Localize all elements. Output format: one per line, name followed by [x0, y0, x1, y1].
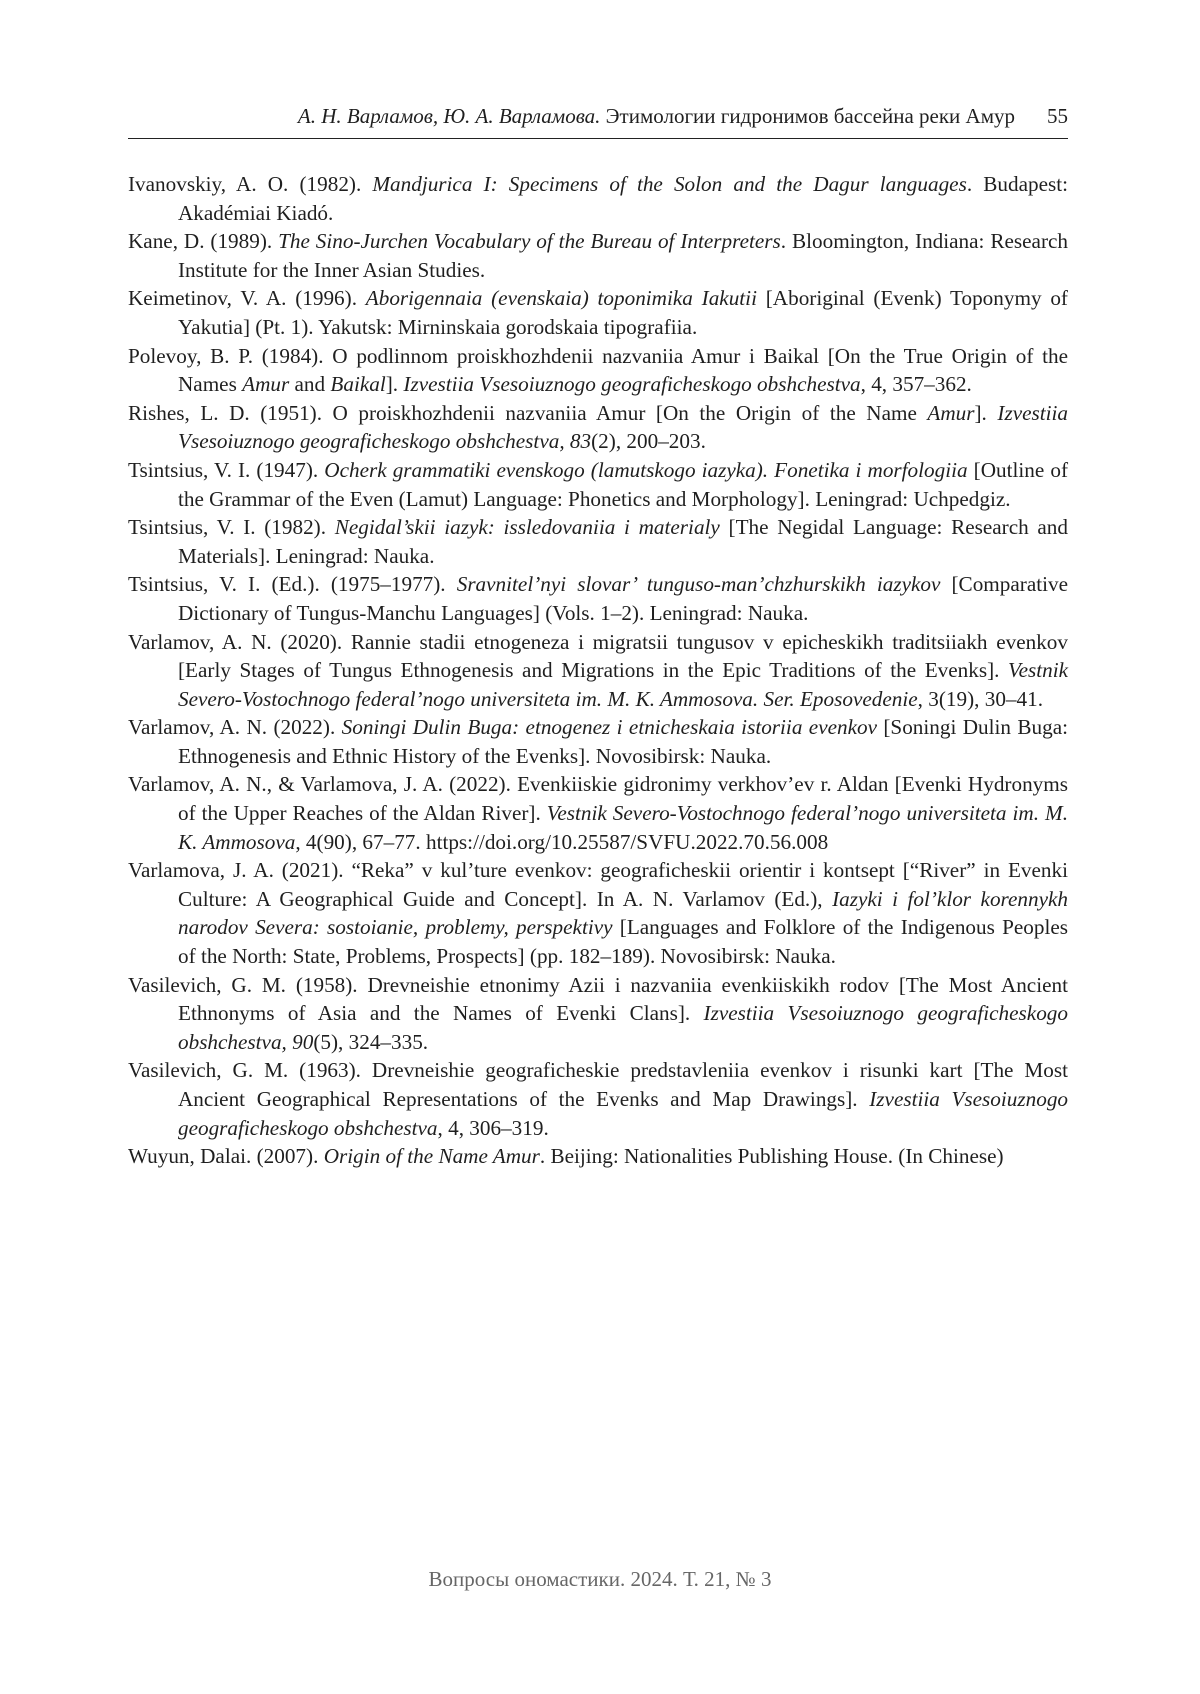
reference-text: Wuyun, Dalai. (2007). — [128, 1144, 324, 1169]
reference-entry — [128, 770, 1068, 856]
reference-text: Tsintsius, V. I. (1982). — [128, 515, 335, 540]
running-head — [298, 104, 1015, 129]
reference-italic-text: Iazyki i fol’klor korennykh narodov Severa: sostoianie, problemy, perspektivy — [178, 886, 1068, 940]
reference-text: [Comparative Dictionary of Tungus-Manchu Languages] (Vols. 1–2). Leningrad: Nauka. — [178, 572, 1068, 625]
reference-italic-text: Baikal — [330, 372, 386, 397]
reference-entry — [128, 513, 1068, 570]
reference-text: Rishes, L. D. (1951). O proiskhozhdenii nazvaniia Amur [On the Origin of the Name — [128, 400, 928, 425]
reference-italic-text: Izvestiia Vsesoiuznogo geograficheskogo obshchestva, 90 — [178, 1001, 1068, 1054]
reference-text: Varlamov, A. N. (2020). Rannie stadii etnogeneza i migratsii tungusov v epicheskikh traditsiiakh evenkov [Early Stages of Tungus Ethnogenesis and Migrations in the Epic Traditions of the Evenks]. — [128, 629, 1068, 683]
running-head-title: Этимологии гидронимов бассейна реки Амур — [600, 104, 1015, 128]
reference-italic-text: Aborigennaia (evenskaia) toponimika Iakutii — [365, 286, 757, 311]
reference-italic-text: Amur — [927, 400, 975, 425]
reference-italic-text: Vestnik Severo-Vostochnogo federal’nogo universiteta im. M. K. Ammosova. Ser. Eposovedenie — [178, 658, 1068, 711]
reference-italic-text: Ocherk grammatiki evenskogo (lamutskogo iazyka). Fonetika i morfologiia — [324, 457, 968, 482]
page-number: 55 — [1047, 104, 1068, 128]
reference-entry — [128, 1056, 1068, 1142]
reference-text: Vasilevich, G. M. (1958). Drevneishie etnonimy Azii i nazvaniia evenkiiskikh rodov [The Most Ancient Ethnonyms of Asia and the Names of Evenki Clans]. — [128, 972, 1068, 1026]
reference-entry — [128, 342, 1068, 399]
reference-text: [Languages and Folklore of the Indigenous Peoples of the North: State, Problems, Prospects] (pp. 182–189). Novosibirsk: Nauka. — [178, 915, 1068, 969]
reference-text: Varlamova, J. A. (2021). “Reka” v kul’ture evenkov: geograficheskii orientir i kontsept [“River” in Evenki Culture: A Geographical Guide and Concept]. In A. N. Varlamov (Ed.), — [128, 858, 1068, 911]
reference-italic-text: Izvestiia Vsesoiuznogo geograficheskogo obshchestva — [178, 1087, 1068, 1140]
reference-italic-text: Negidal’skii iazyk: issledovaniia i materialy — [334, 515, 720, 540]
reference-text: Ivanovskiy, A. O. (1982). — [128, 172, 373, 196]
reference-italic-text: Izvestiia Vsesoiuznogo geograficheskogo obshchestva, 83 — [178, 400, 1068, 454]
reference-entry — [128, 456, 1068, 513]
reference-italic-text: Izvestiia Vsesoiuznogo geograficheskogo obshchestva — [403, 372, 861, 397]
reference-text: . Budapest: Akadémiai Kiadó. — [178, 172, 1068, 225]
reference-list — [128, 170, 1068, 1171]
reference-entry — [128, 284, 1068, 341]
reference-text: . Beijing: Nationalities Publishing House. (In Chinese) — [539, 1144, 1004, 1169]
reference-italic-text: Vestnik Severo-Vostochnogo federal’nogo universiteta im. M. K. Ammosova — [178, 801, 1068, 854]
reference-text: . Bloomington, Indiana: Research Institute for the Inner Asian Studies. — [178, 229, 1068, 282]
reference-text: Polevoy, B. P. (1984). O podlinnom proiskhozhdenii nazvaniia Amur i Baikal [On the True Origin of the Names — [128, 343, 1068, 397]
reference-text: Keimetinov, V. A. (1996). — [128, 286, 366, 311]
reference-entry — [128, 971, 1068, 1057]
reference-entry — [128, 227, 1068, 284]
reference-italic-text: Soningi Dulin Buga: etnogenez i etnicheskaia istoriia evenkov — [341, 715, 877, 740]
reference-text: [Aboriginal (Evenk) Toponymy of Yakutia] (Pt. 1). Yakutsk: Mirninskaia gorodskaia tipografiia. — [178, 286, 1068, 339]
reference-text: [Soningi Dulin Buga: Ethnogenesis and Ethnic History of the Evenks]. Novosibirsk: Nauka. — [178, 715, 1068, 768]
reference-text: ]. — [974, 400, 998, 425]
reference-entry — [128, 170, 1068, 227]
reference-text: [The Negidal Language: Research and Materials]. Leningrad: Nauka. — [178, 515, 1068, 568]
reference-text: , 4, 357–362. — [860, 372, 972, 397]
reference-italic-text: The Sino-Jurchen Vocabulary of the Bureau of Interpreters — [278, 229, 781, 254]
reference-italic-text: Origin of the Name Amur — [323, 1144, 540, 1169]
reference-entry — [128, 399, 1068, 456]
reference-text: and — [289, 372, 331, 397]
reference-italic-text: Mandjurica I: Specimens of the Solon and the Dagur languages — [372, 172, 967, 196]
journal-footer: Вопросы ономастики. 2024. Т. 21, № 3 — [428, 1567, 772, 1591]
reference-text: , 3(19), 30–41. — [917, 686, 1044, 711]
reference-text: Varlamov, A. N. (2022). — [128, 715, 342, 740]
running-head-authors: А. Н. Варламов, Ю. А. Варламова. — [297, 104, 601, 128]
reference-text: Tsintsius, V. I. (Ed.). (1975–1977). — [128, 572, 457, 597]
reference-text: ]. — [385, 372, 404, 397]
reference-text: (5), 324–335. — [313, 1029, 429, 1054]
reference-italic-text: Amur — [242, 372, 290, 397]
reference-text: , 4(90), 67–77. https://doi.org/10.25587/SVFU.2022.70.56.008 — [295, 829, 829, 854]
reference-text: (2), 200–203. — [591, 429, 706, 454]
reference-text: Varlamov, A. N., & Varlamova, J. A. (2022). Evenkiiskie gidronimy verkhov’ev r. Aldan [Evenki Hydronyms of the Upper Reaches of the Aldan River]. — [128, 772, 1068, 826]
reference-entry — [128, 856, 1068, 970]
reference-text: Vasilevich, G. M. (1963). Drevneishie geograficheskie predstavleniia evenkov i risunki kart [The Most Ancient Geographical Representations of the Evenks and Map Drawings]. — [128, 1058, 1068, 1111]
reference-text: [Outline of the Grammar of the Even (Lamut) Language: Phonetics and Morphology]. Leningrad: Uchpedgiz. — [178, 457, 1069, 511]
reference-italic-text: Sravnitel’nyi slovar’ tunguso-man’chzhurskikh iazykov — [456, 572, 941, 597]
reference-entry — [128, 628, 1068, 714]
reference-entry — [128, 570, 1068, 627]
reference-text: Tsintsius, V. I. (1947). — [128, 457, 325, 482]
reference-entry — [128, 1142, 1068, 1171]
reference-text: , 4, 306–319. — [437, 1115, 549, 1140]
reference-text: Kane, D. (1989). — [128, 229, 279, 254]
running-header — [128, 104, 1068, 139]
reference-entry — [128, 713, 1068, 770]
